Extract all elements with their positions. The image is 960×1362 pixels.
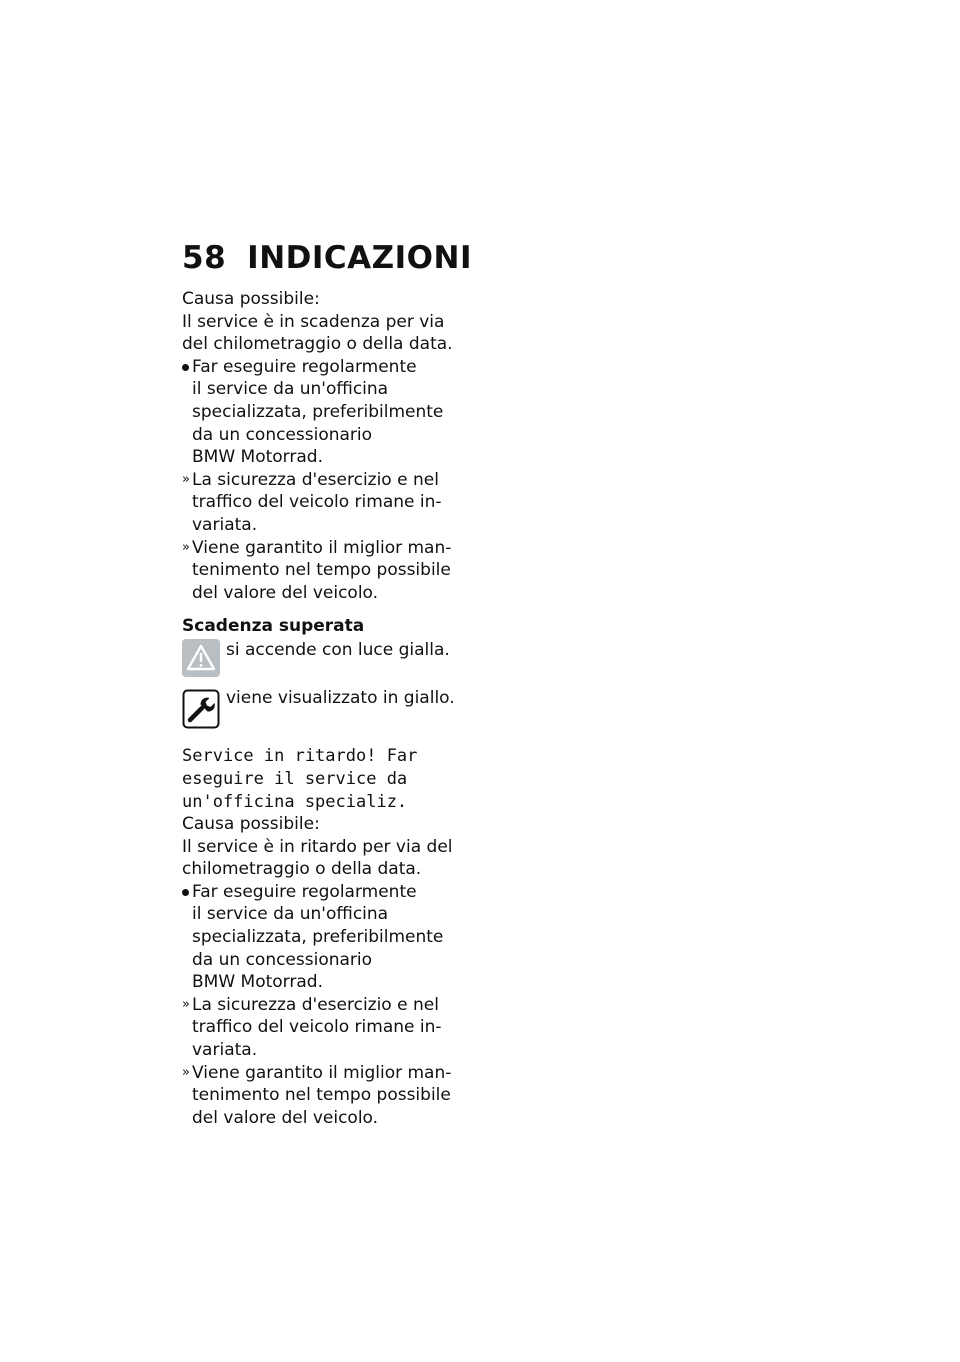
cause-line: Il service è in ritardo per via del <box>182 836 453 857</box>
wrench-indicator-row <box>182 687 472 739</box>
result-item <box>182 1062 472 1130</box>
display-message-line: Service in ritardo! Far <box>182 746 418 767</box>
action-item <box>182 356 472 469</box>
page-header <box>182 240 472 284</box>
result-line: tenimento nel tempo possibile <box>192 1085 451 1106</box>
action-line: BMW Motorrad. <box>192 447 323 468</box>
cause-line: chilometraggio o della data. <box>182 859 422 880</box>
action-line: Far eseguire regolarmente <box>192 356 417 377</box>
action-line: specializzata, preferibilmente <box>192 401 444 422</box>
result-line: variata. <box>192 514 258 535</box>
cause-label: Causa possibile: <box>182 289 320 309</box>
action-line: BMW Motorrad. <box>192 972 323 993</box>
action-line: da un concessionario <box>192 424 373 445</box>
action-line: specializzata, preferibilmente <box>192 927 444 948</box>
page-title: INDICAZIONI <box>247 240 472 276</box>
result-marker-icon: » <box>182 539 190 555</box>
warning-indicator-row <box>182 639 472 687</box>
wrench-icon <box>182 689 220 727</box>
result-line: Viene garantito il miglior man- <box>192 537 452 558</box>
result-marker-icon: » <box>182 996 190 1012</box>
result-marker-icon: » <box>182 1064 190 1080</box>
display-message-line: un'officina specializ. <box>182 791 408 812</box>
action-line: da un concessionario <box>192 949 373 970</box>
warning-triangle-icon <box>182 639 220 677</box>
action-line: il service da un'officina <box>192 379 389 400</box>
result-line: tenimento nel tempo possibile <box>192 560 451 581</box>
manual-page <box>182 240 472 1129</box>
page-number: 58 <box>182 240 227 276</box>
result-marker-icon: » <box>182 471 190 487</box>
cause-label: Causa possibile: <box>182 814 320 835</box>
display-message <box>182 745 472 813</box>
result-line: variata. <box>192 1040 258 1061</box>
warning-indicator-text: si accende con luce gialla. <box>226 640 450 661</box>
result-line: La sicurezza d'esercizio e nel <box>192 469 439 490</box>
action-item <box>182 881 472 994</box>
action-line: Far eseguire regolarmente <box>192 881 417 902</box>
result-item <box>182 994 472 1062</box>
result-line: del valore del veicolo. <box>192 582 379 603</box>
result-line: Viene garantito il miglior man- <box>192 1062 452 1083</box>
result-line: traffico del veicolo rimane in- <box>192 1017 442 1038</box>
wrench-indicator-text: viene visualizzato in giallo. <box>226 688 455 709</box>
result-line: traffico del veicolo rimane in- <box>192 492 442 513</box>
cause-line: Il service è in scadenza per via <box>182 311 445 332</box>
display-message-line: eseguire il service da <box>182 768 408 789</box>
bullet-icon <box>182 364 189 371</box>
section-title: Scadenza superata <box>182 616 365 637</box>
result-line: La sicurezza d'esercizio e nel <box>192 994 439 1015</box>
cause-line: del chilometraggio o della data. <box>182 334 453 355</box>
result-line: del valore del veicolo. <box>192 1107 379 1128</box>
cause-block-2 <box>182 813 472 1129</box>
action-line: il service da un'officina <box>192 904 389 925</box>
cause-block-1 <box>182 288 472 604</box>
result-item <box>182 537 472 605</box>
bullet-icon <box>182 889 189 896</box>
result-item <box>182 469 472 537</box>
